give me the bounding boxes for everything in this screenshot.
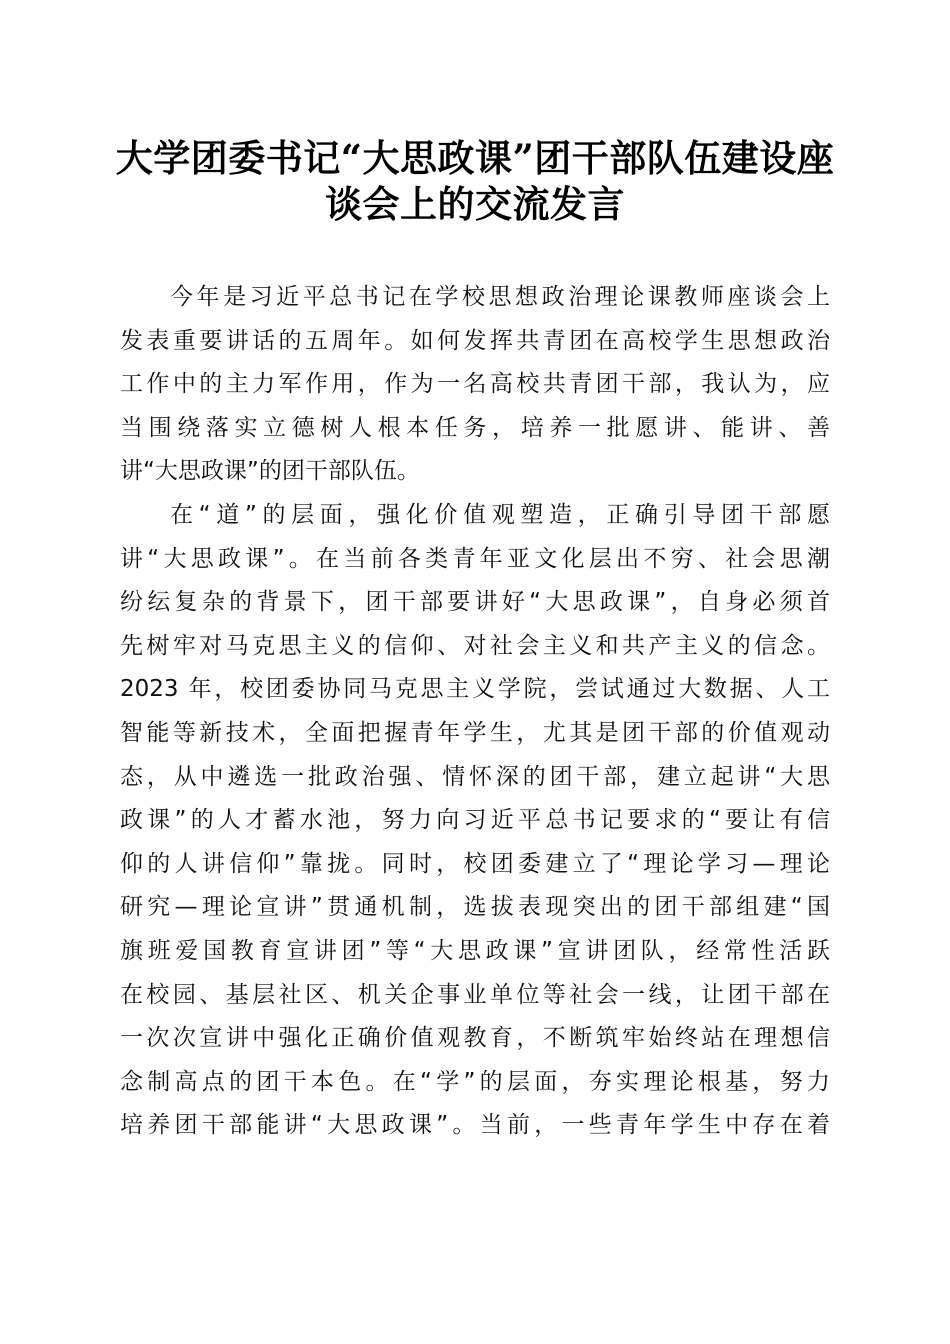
- text-line: 纷纭复杂的背景下，团干部要讲好“大思政课”，自身必须首: [120, 589, 830, 616]
- text-line: 培养团干部能讲“大思政课”。当前，一些青年学生中存在着: [120, 1112, 830, 1139]
- text-line: 工作中的主力军作用，作为一名高校共青团干部，我认为，应: [120, 371, 830, 398]
- text-line: 政课”的人才蓄水池，努力向习近平总书记要求的“要让有信: [120, 807, 830, 834]
- document-title: [110, 135, 840, 227]
- text-line: 一次次宣讲中强化正确价值观教育，不断筑牢始终站在理想信: [120, 1025, 830, 1052]
- text-line: 先树牢对马克思主义的信仰、对社会主义和共产主义的信念。: [120, 632, 830, 659]
- text-line: 在校园、基层社区、机关企事业单位等社会一线，让团干部在: [120, 981, 830, 1008]
- text-line: 研究—理论宣讲”贯通机制，选拔表现突出的团干部组建“国: [120, 894, 830, 921]
- text-line: 仰的人讲信仰”靠拢。同时，校团委建立了“理论学习—理论: [120, 850, 830, 877]
- text-line: 当围绕落实立德树人根本任务，培养一批愿讲、能讲、善: [120, 414, 830, 441]
- document-body: [120, 276, 830, 1148]
- text-line: 念制高点的团干本色。在“学”的层面，夯实理论根基，努力: [120, 1068, 830, 1095]
- paragraph-1: [120, 276, 830, 494]
- text-line: 讲“大思政课”的团干部队伍。: [120, 458, 420, 485]
- text-line: 今年是习近平总书记在学校思想政治理论课教师座谈会上: [170, 284, 830, 310]
- title-line: 谈会上的交流发言: [325, 182, 625, 226]
- text-line: 发表重要讲话的五周年。如何发挥共青团在高校学生思想政治: [120, 327, 830, 354]
- paragraph-2: [120, 494, 830, 1148]
- title-line: 大学团委书记“大思政课”团干部队伍建设座: [115, 136, 835, 180]
- text-line: 旗班爱国教育宣讲团”等“大思政课”宣讲团队，经常性活跃: [120, 937, 830, 964]
- text-line: 讲“大思政课”。在当前各类青年亚文化层出不穷、社会思潮: [120, 545, 830, 572]
- text-line: 2023 年，校团委协同马克思主义学院，尝试通过大数据、人工: [120, 676, 830, 703]
- text-line: 态，从中遴选一批政治强、情怀深的团干部，建立起讲“大思: [120, 763, 830, 790]
- text-line: 智能等新技术，全面把握青年学生，尤其是团干部的价值观动: [120, 719, 830, 746]
- text-line: 在“道”的层面，强化价值观塑造，正确引导团干部愿: [170, 501, 830, 528]
